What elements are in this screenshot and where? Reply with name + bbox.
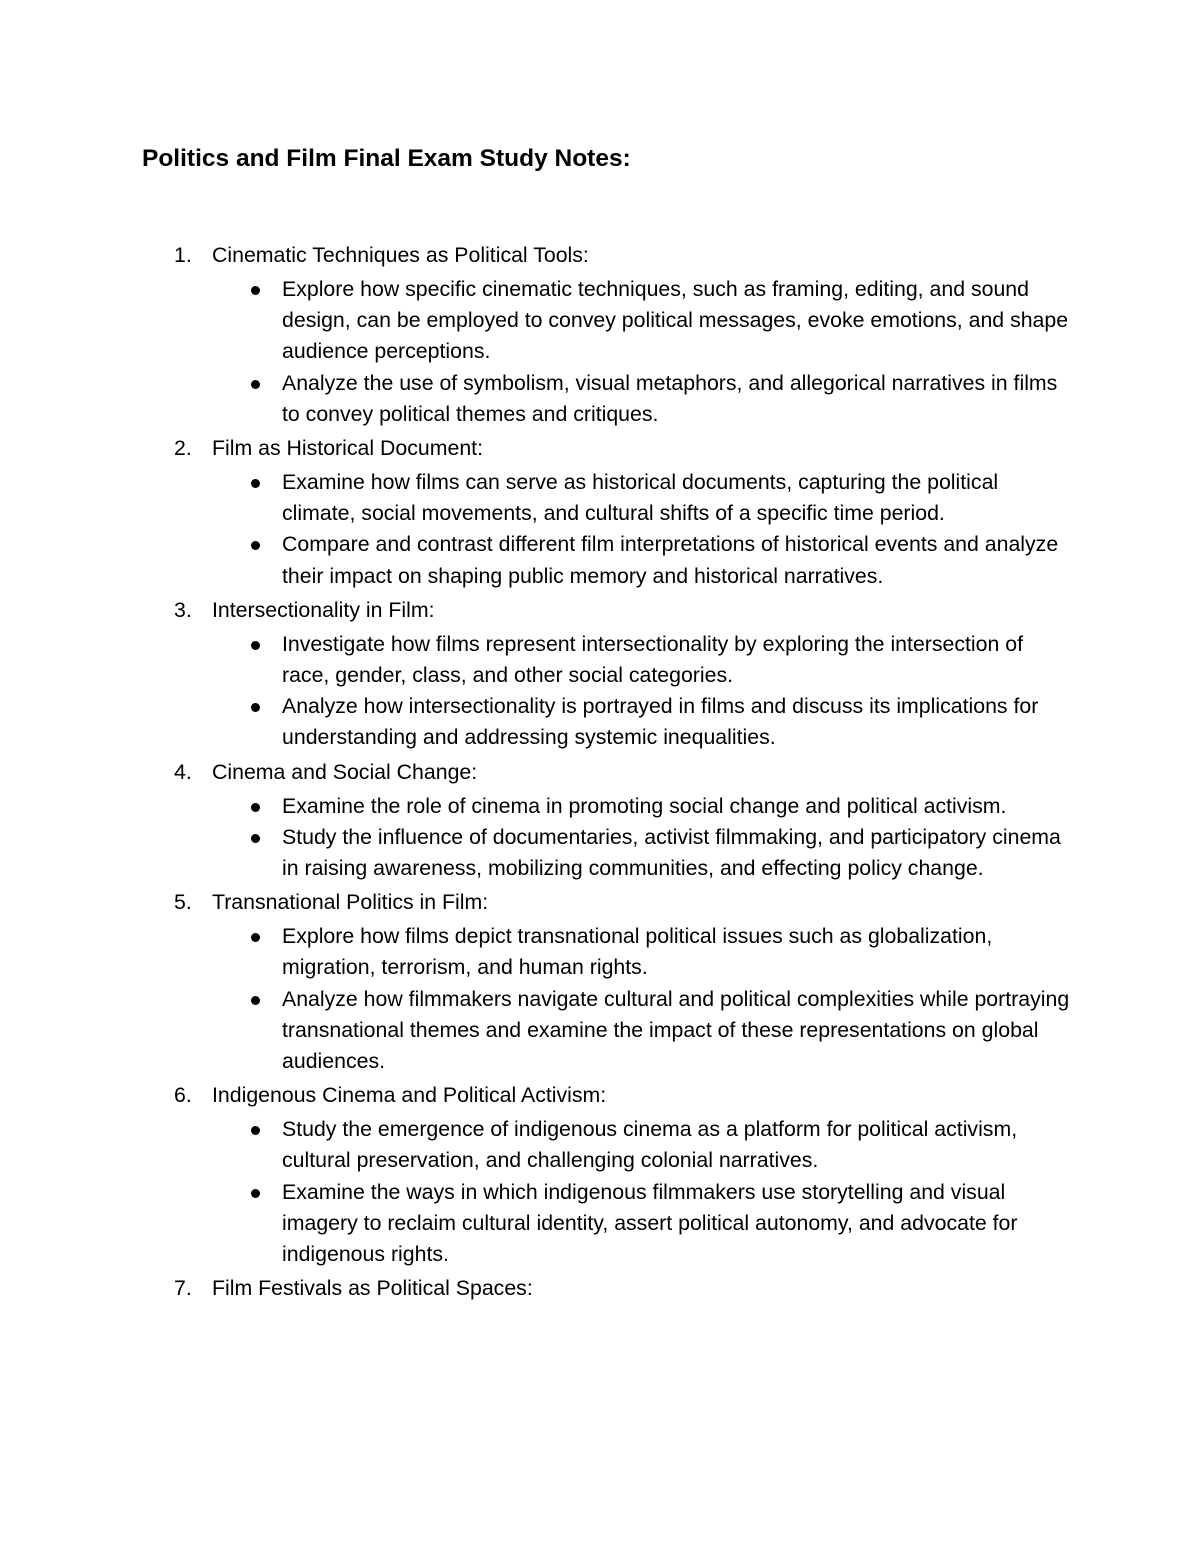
bullet-item [0, 1177, 1072, 1271]
bullet-list [0, 921, 1200, 1077]
bullet-item [0, 629, 1072, 691]
bullet-list [0, 629, 1200, 754]
study-section [0, 1080, 1200, 1270]
section-heading: Film Festivals as Political Spaces: [212, 1276, 533, 1301]
bullet-text: Study the influence of documentaries, activist filmmaking, and participatory cinema in raising awareness, mobilizing communities, and effecting policy change. [282, 824, 1061, 881]
bullet-text: Examine the role of cinema in promoting social change and political activism. [282, 793, 1007, 818]
bullet-list [0, 1114, 1200, 1270]
bullet-text: Investigate how films represent intersectionality by exploring the intersection of race, gender, class, and other social categories. [282, 631, 1024, 688]
section-heading: Intersectionality in Film: [212, 597, 435, 622]
bullet-text: Examine the ways in which indigenous filmmakers use storytelling and visual imagery to reclaim cultural identity, assert political autonomy, and advocate for indigenous rights. [282, 1179, 1018, 1267]
bullet-list [0, 274, 1200, 430]
bullet-text: Analyze how intersectionality is portrayed in films and discuss its implications for understanding and addressing systemic inequalities. [282, 694, 1039, 750]
bullet-dot-icon [251, 703, 260, 712]
bullet-item [0, 1114, 1072, 1176]
document-title: Politics and Film Final Exam Study Notes: [142, 145, 631, 172]
section-heading-row [0, 433, 1200, 467]
bullet-dot-icon [251, 286, 260, 295]
bullet-dot-icon [251, 803, 260, 812]
bullet-item [0, 368, 1072, 430]
section-heading: Film as Historical Document: [212, 436, 484, 461]
bullet-text: Explore how specific cinematic techniques, such as framing, editing, and sound design, can be employed to convey political messages, evoke emotions, and shape audience perceptions. [282, 277, 1069, 364]
bullet-item [0, 467, 1072, 529]
bullet-text: Compare and contrast different film interpretations of historical events and analyze their impact on shaping public memory and historical narratives. [282, 532, 1059, 588]
bullet-list [0, 467, 1200, 592]
study-section [0, 595, 1200, 754]
section-heading: Indigenous Cinema and Political Activism: [212, 1083, 607, 1108]
section-heading-row [0, 240, 1200, 274]
study-section [0, 240, 1200, 430]
bullet-item [0, 274, 1072, 368]
section-heading: Transnational Politics in Film: [212, 890, 489, 915]
bullet-text: Analyze how filmmakers navigate cultural and political complexities while portraying transnational themes and examine the impact of these representations on global audiences. [282, 986, 1070, 1074]
bullet-dot-icon [251, 834, 260, 843]
bullet-item [0, 791, 1072, 822]
bullet-item [0, 921, 1072, 983]
bullet-dot-icon [251, 541, 260, 550]
study-section [0, 433, 1200, 592]
section-heading-row [0, 1273, 1200, 1307]
section-heading-row [0, 1080, 1200, 1114]
study-section [0, 887, 1200, 1077]
bullet-dot-icon [251, 479, 260, 488]
bullet-dot-icon [251, 641, 260, 650]
bullet-text: Study the emergence of indigenous cinema as a platform for political activism, cultural preservation, and challenging colonial narratives. [282, 1117, 1018, 1173]
bullet-item [0, 822, 1072, 884]
section-number: 7. [174, 1276, 192, 1301]
section-heading: Cinematic Techniques as Political Tools: [212, 243, 589, 267]
bullet-dot-icon [251, 933, 260, 942]
study-section [0, 757, 1200, 885]
section-number: 5. [174, 890, 192, 915]
bullet-text: Examine how films can serve as historical documents, capturing the political climate, social movements, and cultural shifts of a specific time period. [282, 470, 999, 526]
bullet-dot-icon [251, 996, 260, 1005]
section-number: 4. [174, 759, 192, 784]
bullet-dot-icon [251, 380, 260, 389]
study-notes-list [0, 240, 1200, 1310]
bullet-text: Analyze the use of symbolism, visual metaphors, and allegorical narratives in films to convey political themes and critiques. [282, 370, 1058, 426]
section-heading-row [0, 887, 1200, 921]
bullet-list [0, 791, 1200, 885]
bullet-dot-icon [251, 1126, 260, 1135]
section-heading-row [0, 595, 1200, 629]
section-number: 1. [174, 243, 192, 267]
bullet-dot-icon [251, 1189, 260, 1198]
section-heading: Cinema and Social Change: [212, 759, 478, 784]
bullet-item [0, 691, 1072, 753]
section-number: 3. [174, 597, 192, 622]
section-number: 6. [174, 1083, 192, 1108]
section-number: 2. [174, 436, 192, 461]
bullet-item [0, 984, 1072, 1078]
bullet-text: Explore how films depict transnational political issues such as globalization, migration, terrorism, and human rights. [282, 924, 993, 980]
study-section [0, 1273, 1200, 1307]
bullet-item [0, 529, 1072, 591]
section-heading-row [0, 757, 1200, 791]
